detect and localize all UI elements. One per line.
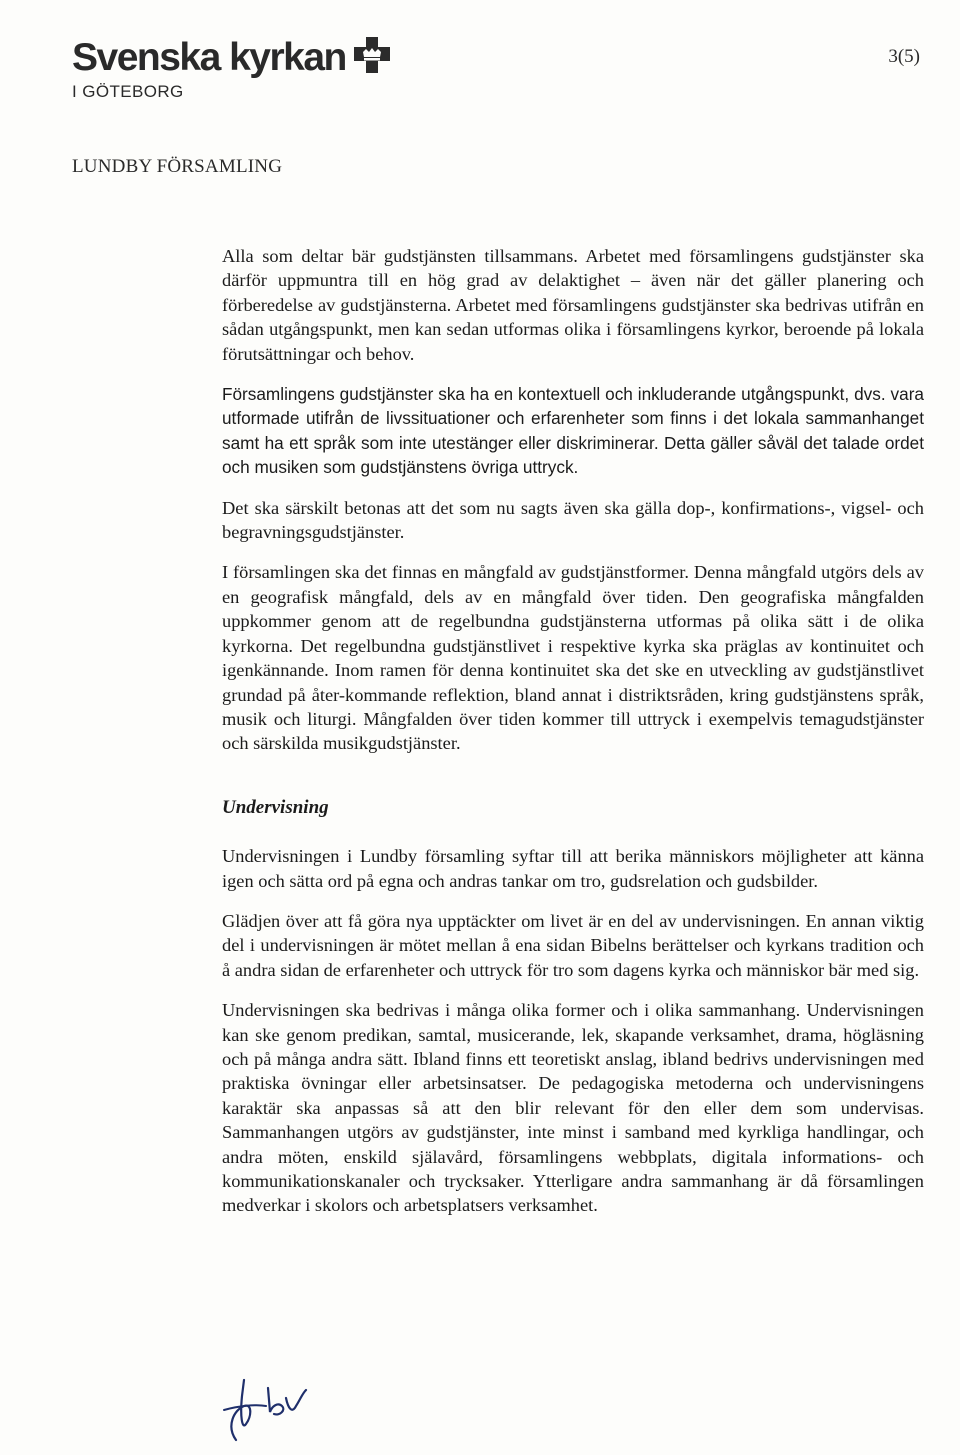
document-body <box>222 244 924 1234</box>
church-cross-crown-icon <box>352 35 392 80</box>
paragraph-contextual: Församlingens gudstjänster ska ha en kontextuell och inkluderande utgångspunkt, dvs. vara utformade utifrån de livssituationer och erfarenheter som finns i det lokala sammanhanget samt ha ett språk som inte utestänger eller diskriminerar. Detta gäller såväl det talade ordet och musiken som gudstjänstens övriga uttryck. <box>222 384 924 478</box>
paragraph-teaching-discovery: Glädjen över att få göra nya upptäckter om livet är en del av undervisningen. En annan viktig del i undervisningen är mötet mellan å ena sidan Bibelns berättelser och kyrkans tradition och å andra sidan de erfarenheter och uttryck för tro som dagens kyrka och människor bär med sig. <box>222 910 924 980</box>
paragraph-teaching-forms: Undervisningen ska bedrivas i många olika former och i olika sammanhang. Undervisningen kan ske genom predikan, samtal, musicerande, lek, skapande verksamhet, drama, högläsning och på många andra sätt. Ibland finns ett teoretiskt anslag, ibland bedrivs undervisningen med praktiska övningar eller arbetsinsatser. De pedagogiska metoderna och undervisningens karaktär ska anpassas så att den blir relevant för den eller dem som undervisas. Sammanhangen utgörs av gudstjänster, inte minst i samband med kyrkliga handlingar, och andra möten, enskild själavård, församlingens webbplats, digitala informations- och kommunikationskanaler och trycksaker. Ytterligare andra sammanhang är då församlingen medverkar i skolors och arbetsplatsers verksamhet. <box>222 1000 924 1216</box>
page-number: 3(5) <box>888 46 920 67</box>
letterhead-logo <box>72 36 392 102</box>
handwritten-signature <box>222 1376 332 1455</box>
section-heading-undervisning: Undervisning <box>222 796 329 818</box>
paragraph-diversity: I församlingen ska det finnas en mångfald av gudstjänstformer. Denna mångfald utgörs dels av en geografisk mångfald, dels av en mångfald över tiden. Den geografiska mångfalden uppkommer genom att de regelbundna gudstjänsterna utformas på olika sätt i de olika kyrkorna. Det regelbundna gudstjänstlivet i respektive kyrka ska präglas av kontinuitet och igenkännande. Inom ramen för denna kontinuitet ska det ske en utveckling av gudstjänstlivet grundad på åter-kommande reflektion, bland annat i distriktsråden, kring gudstjänstens språk, musik och liturgi. Mångfalden över tiden kommer till uttryck i exempelvis temagudstjänster och särskilda musikgudstjänster. <box>222 562 924 754</box>
paragraph-teaching-purpose: Undervisningen i Lundby församling syftar till att berika människors möjligheter att känna igen och sätta ord på egna och andras tankar om tro, gudsrelation och gudsbilder. <box>222 846 924 891</box>
logo-subtitle: I GÖTEBORG <box>72 82 184 101</box>
logo-text: Svenska kyrkan <box>72 36 346 79</box>
parish-name: LUNDBY FÖRSAMLING <box>72 156 283 177</box>
paragraph-special-services: Det ska särskilt betonas att det som nu sagts även ska gälla dop-, konfirmations-, vigsel- och begravningsgudstjänster. <box>222 497 924 543</box>
paragraph-participation: Alla som deltar bär gudstjänsten tillsammans. Arbetet med församlingens gudstjänster ska därför uppmuntra till en hög grad av delaktighet – även när det gäller planering och förberedelse av gudstjänsterna. Arbetet med församlingens gudstjänster ska bedrivas utifrån en sådan utgångspunkt, men kan sedan utformas olika i församlingens kyrkor, beroende på lokala förutsättningar och behov. <box>222 246 924 364</box>
